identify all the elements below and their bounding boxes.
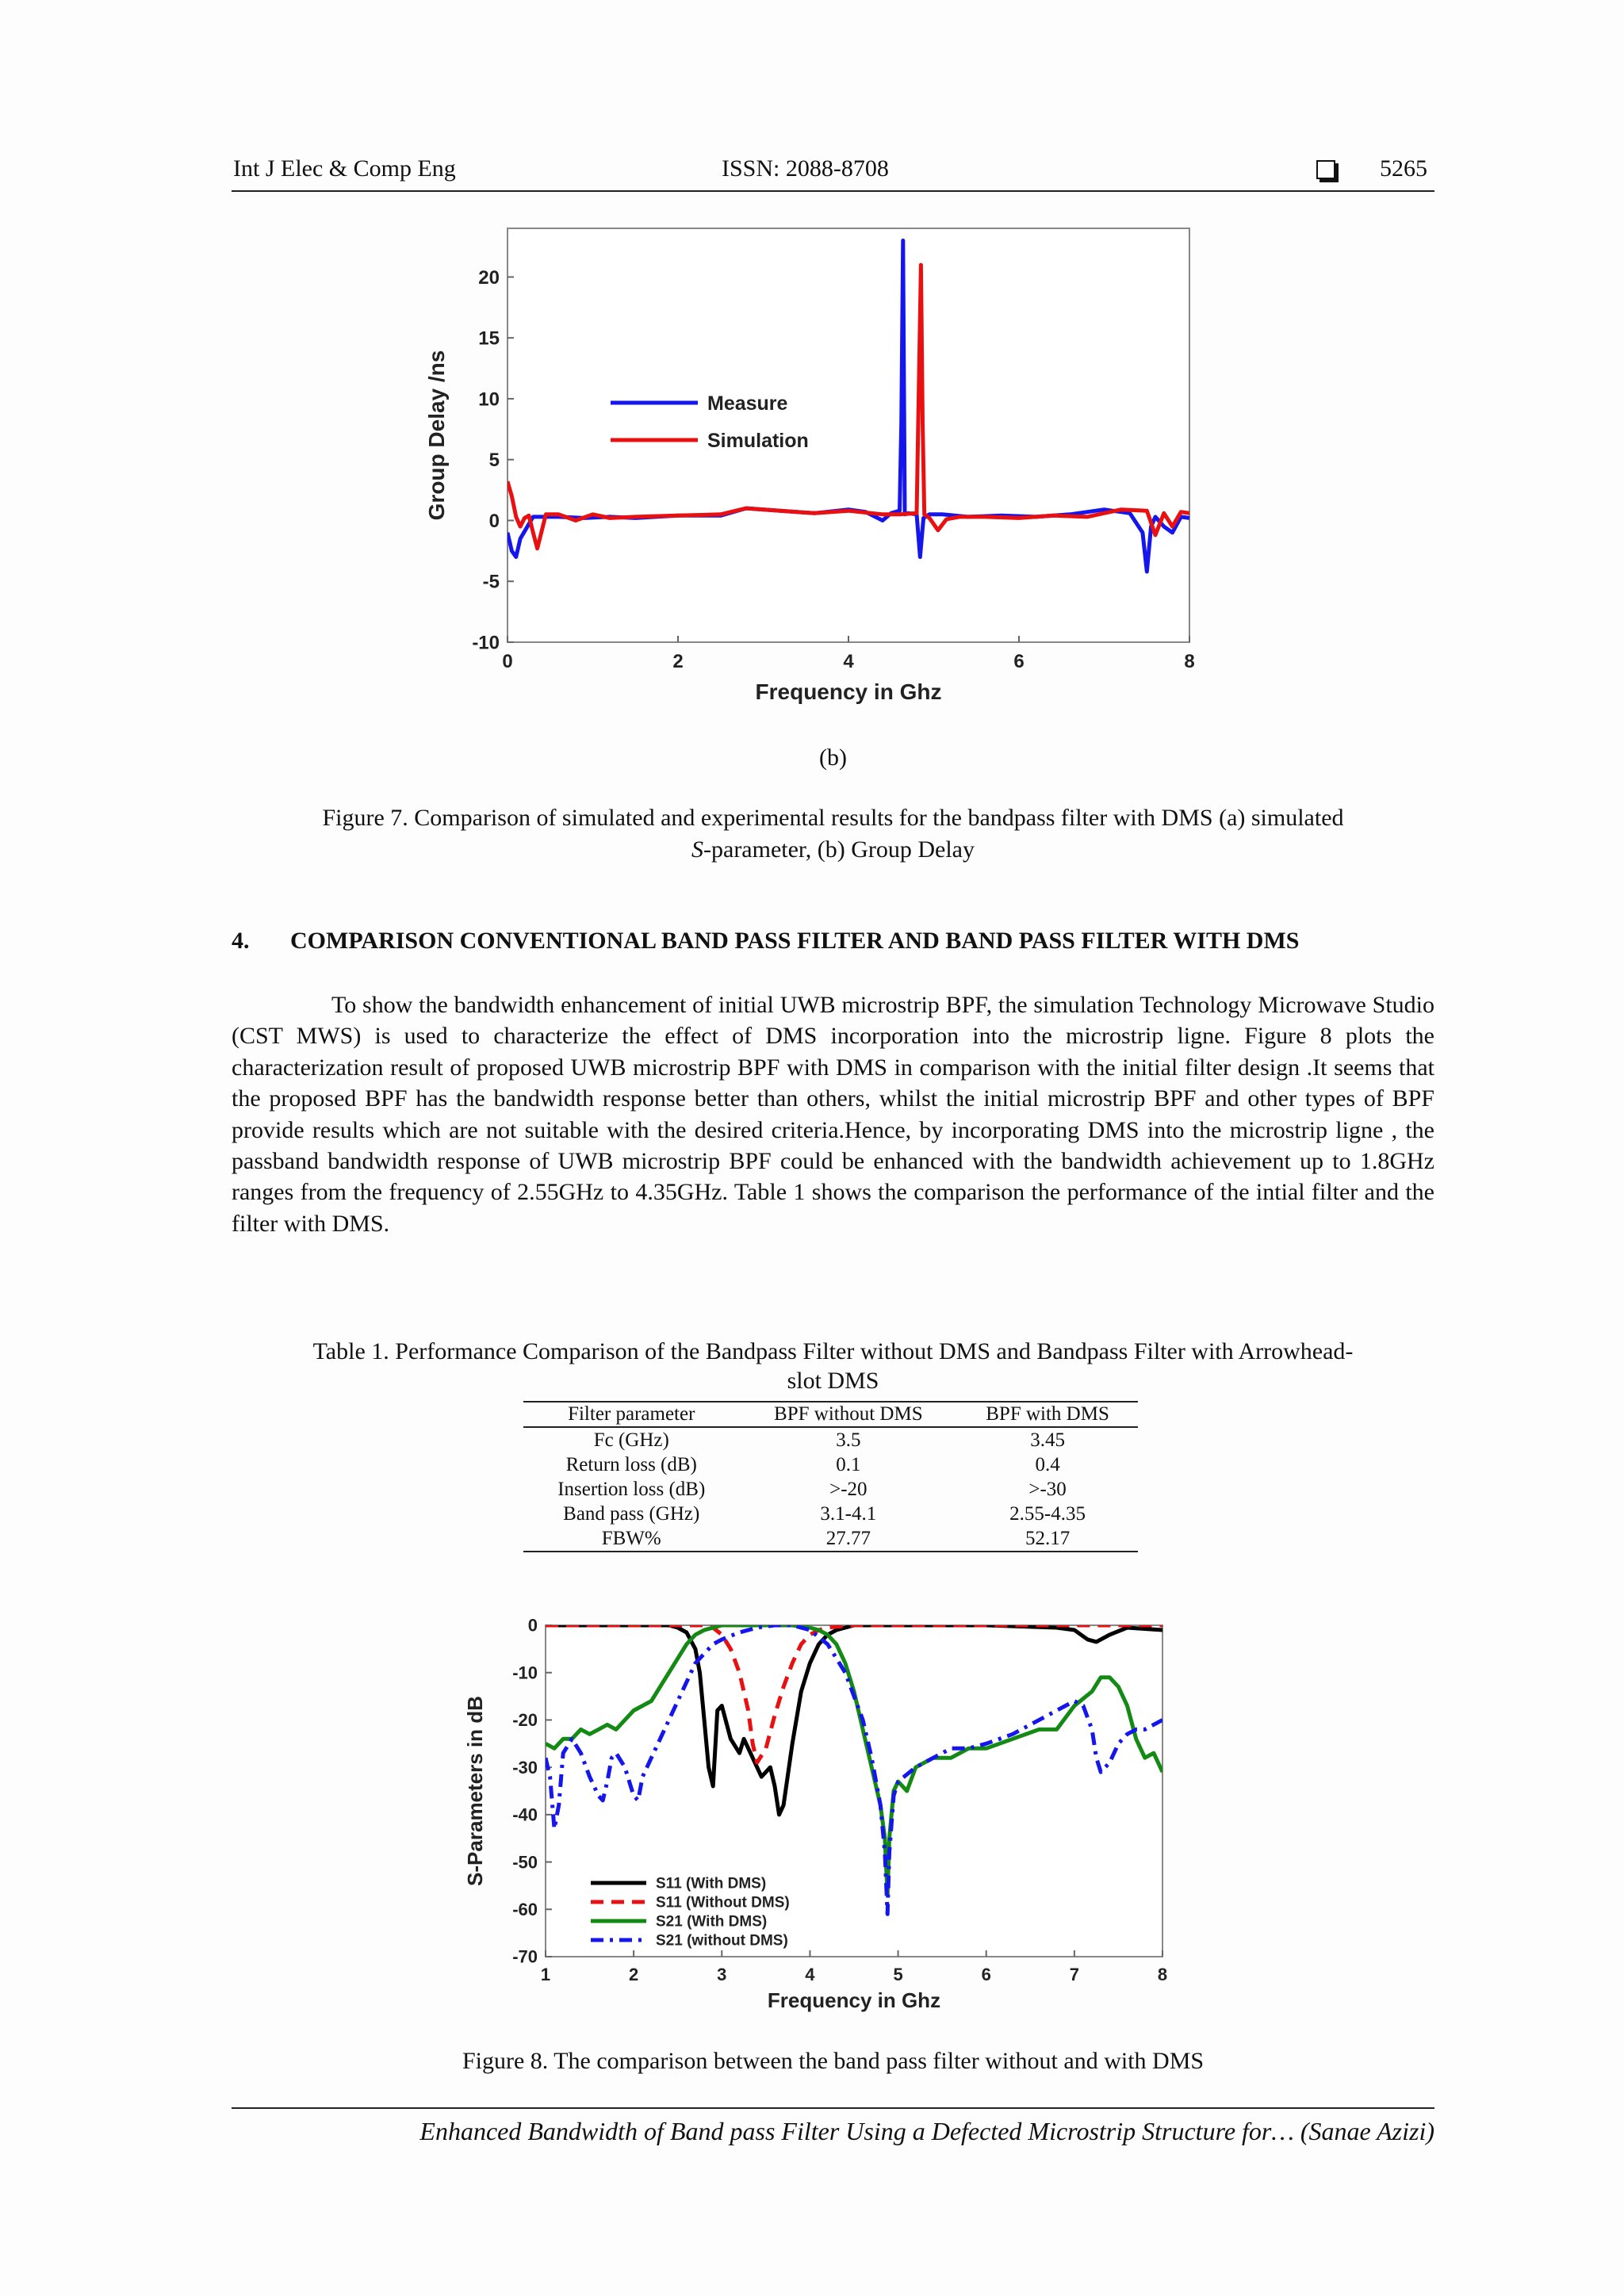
group-delay-chart bbox=[412, 214, 1205, 706]
table-cell: 0.4 bbox=[1035, 1453, 1060, 1475]
table-cell: Return loss (dB) bbox=[565, 1453, 697, 1475]
x-axis-label: Frequency in Ghz bbox=[767, 1988, 941, 2012]
table1-caption-line2: slot DMS bbox=[787, 1368, 879, 1394]
section-number: 4. bbox=[232, 928, 250, 954]
y-tick-label: -20 bbox=[512, 1710, 538, 1731]
table-cell: >-30 bbox=[1028, 1478, 1067, 1500]
figure7-caption-italic: S bbox=[691, 836, 704, 863]
table-row bbox=[523, 1502, 1138, 1526]
square-bullet-icon bbox=[1316, 155, 1340, 179]
y-tick-label: 0 bbox=[527, 1615, 538, 1636]
y-tick-label: -70 bbox=[512, 1946, 538, 1967]
y-tick-label: -50 bbox=[512, 1852, 538, 1873]
figure7-sublabel: (b) bbox=[819, 744, 847, 771]
section-paragraph: To show the bandwidth enhancement of initial UWB microstrip BPF, the simulation Technology Microwave Studio (CST MWS) is used to characterize the effect of DMS incorporation into the microstrip ligne. Figure 8 plots the characterization result of proposed UWB microstrip BPF with DMS in comparison with the initial filter design .It seems that the proposed BPF has the bandwidth response better than others, whilst the initial microstrip BPF and other types of BPF provide results which are not suitable with the desired criteria.Hence, by incorporating DMS into the microstrip ligne , the passband bandwidth response of UWB microstrip BPF could be enhanced with the bandwidth achievement up to 1.8GHz ranges from the frequency of 2.55GHz to 4.35GHz. Table 1 shows the comparison the performance of the intial filter and the filter with DMS. bbox=[232, 992, 1434, 1237]
legend-label: S21 (With DMS) bbox=[656, 1913, 768, 1931]
table-row bbox=[523, 1526, 1138, 1552]
y-tick-label: 10 bbox=[478, 388, 500, 411]
table-cell: 3.5 bbox=[836, 1429, 861, 1451]
table-header-row bbox=[523, 1402, 1138, 1427]
table-cell: Fc (GHz) bbox=[593, 1429, 669, 1451]
table-row bbox=[523, 1427, 1138, 1452]
x-tick-label: 3 bbox=[717, 1965, 727, 1984]
s-parameter-chart bbox=[452, 1609, 1189, 2030]
journal-name: Int J Elec & Comp Eng bbox=[233, 155, 456, 182]
y-tick-label: 0 bbox=[488, 510, 500, 532]
y-tick-label: -40 bbox=[512, 1804, 538, 1825]
x-tick-label: 8 bbox=[1184, 651, 1195, 672]
legend-label: S11 (Without DMS) bbox=[656, 1894, 790, 1911]
table-cell: 3.1-4.1 bbox=[820, 1502, 877, 1525]
table-cell: 0.1 bbox=[836, 1453, 861, 1475]
y-tick-label: -30 bbox=[512, 1757, 538, 1777]
y-tick-label: 5 bbox=[488, 450, 500, 472]
table-cell: 3.45 bbox=[1030, 1429, 1065, 1451]
table-cell: >-20 bbox=[829, 1478, 868, 1500]
figure8-caption: Figure 8. The comparison between the band pass filter without and with DMS bbox=[462, 2048, 1205, 2074]
y-axis-label: S-Parameters in dB bbox=[463, 1696, 487, 1886]
x-tick-label: 8 bbox=[1157, 1965, 1168, 1984]
table-row bbox=[523, 1452, 1138, 1477]
figure7-caption bbox=[232, 802, 1434, 866]
x-tick-label: 6 bbox=[981, 1965, 991, 1984]
table-cell: Insertion loss (dB) bbox=[557, 1478, 706, 1500]
x-tick-label: 4 bbox=[805, 1965, 815, 1984]
x-tick-label: 2 bbox=[629, 1965, 639, 1984]
y-tick-label: -60 bbox=[512, 1899, 538, 1919]
x-tick-label: 7 bbox=[1069, 1965, 1079, 1984]
table-cell: 27.77 bbox=[740, 1526, 958, 1552]
x-tick-label: 1 bbox=[540, 1965, 551, 1984]
table-header-cell: BPF without DMS bbox=[740, 1402, 958, 1427]
figure7-caption-line2 bbox=[232, 834, 1434, 866]
running-header bbox=[232, 155, 1434, 192]
issn: ISSN: 2088-8708 bbox=[722, 155, 889, 182]
table-header-cell: BPF with DMS bbox=[957, 1402, 1138, 1427]
table-cell: 52.17 bbox=[957, 1526, 1138, 1552]
figure7-caption-line1: Figure 7. Comparison of simulated and experimental results for the bandpass filter with DMS (a) simulated bbox=[322, 805, 1344, 831]
x-tick-label: 2 bbox=[672, 651, 684, 672]
table-header-cell: Filter parameter bbox=[523, 1402, 740, 1427]
x-tick-label: 4 bbox=[843, 651, 854, 672]
plot-area bbox=[508, 228, 1189, 642]
y-tick-label: 20 bbox=[478, 266, 500, 289]
table1-caption bbox=[232, 1337, 1434, 1395]
table1-caption-line1: Table 1. Performance Comparison of the Bandpass Filter without DMS and Bandpass Filter with Arrowhead- bbox=[312, 1338, 1354, 1364]
figure7-caption-rest: -parameter, (b) Group Delay bbox=[703, 836, 975, 863]
legend-label: S21 (without DMS) bbox=[656, 1932, 788, 1950]
x-tick-label: 5 bbox=[893, 1965, 903, 1984]
x-tick-label: 0 bbox=[502, 651, 513, 672]
legend-label: Simulation bbox=[707, 429, 809, 452]
y-tick-label: -5 bbox=[482, 571, 500, 593]
legend-label: Measure bbox=[707, 392, 788, 415]
x-tick-label: 6 bbox=[1013, 651, 1025, 672]
table-cell: FBW% bbox=[523, 1526, 740, 1552]
table-cell: 2.55-4.35 bbox=[1009, 1502, 1086, 1525]
y-tick-label: 15 bbox=[478, 327, 500, 350]
section-title: COMPARISON CONVENTIONAL BAND PASS FILTER AND BAND PASS FILTER WITH DMS bbox=[290, 928, 1300, 954]
legend-label: S11 (With DMS) bbox=[656, 1875, 767, 1892]
running-footer: Enhanced Bandwidth of Band pass Filter Using a Defected Microstrip Structure for… (Sanae Azizi) bbox=[232, 2107, 1434, 2146]
x-axis-label: Frequency in Ghz bbox=[755, 679, 942, 704]
performance-table bbox=[523, 1401, 1138, 1552]
y-tick-label: -10 bbox=[512, 1663, 538, 1683]
y-axis-label: Group Delay /ns bbox=[424, 350, 449, 521]
page-number: 5265 bbox=[1380, 155, 1427, 182]
table-cell: Band pass (GHz) bbox=[563, 1502, 700, 1525]
table-row bbox=[523, 1477, 1138, 1502]
y-tick-label: -10 bbox=[472, 632, 500, 654]
